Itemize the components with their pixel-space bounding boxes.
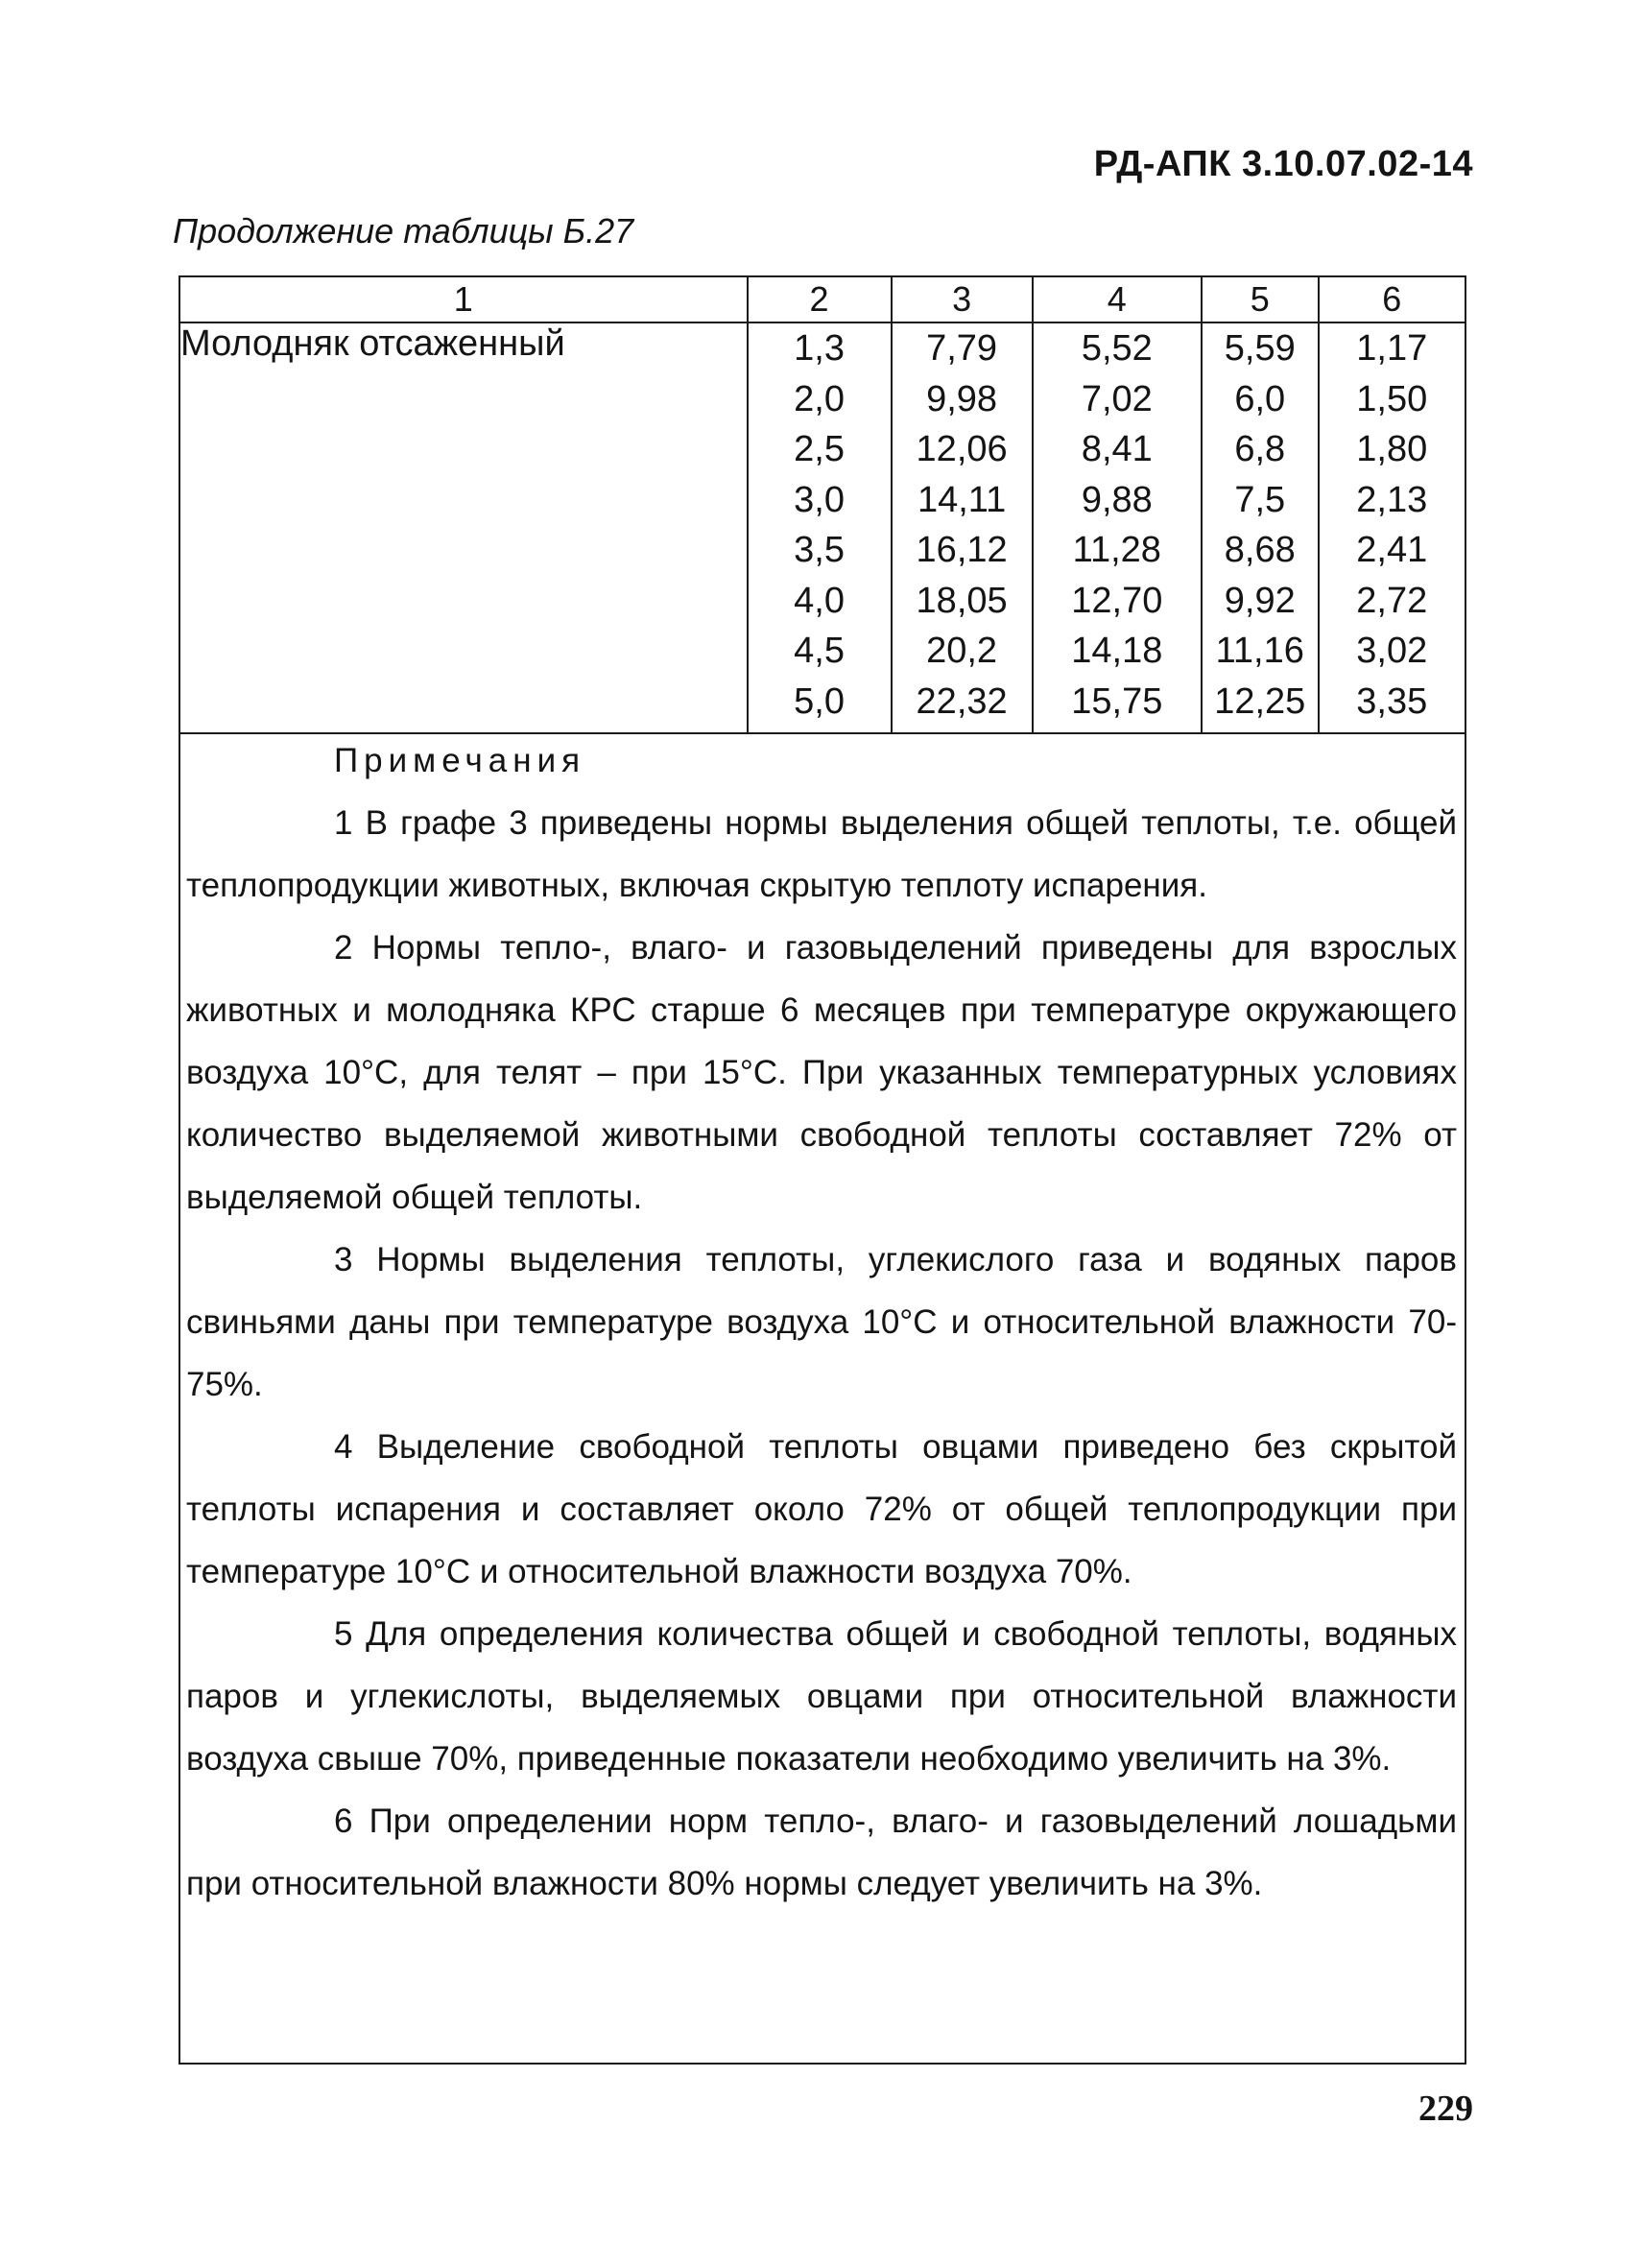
table-header-row	[179, 276, 1465, 322]
column-header: 6	[1319, 276, 1466, 322]
table-cell: 7,5	[1234, 479, 1286, 520]
table-cell: 2,13	[1356, 479, 1428, 520]
table-cell: 5,0	[794, 680, 845, 722]
page-number: 229	[1418, 2089, 1473, 2129]
row-label: Молодняк отсаженный	[179, 322, 748, 733]
table-cell: 6,8	[1234, 429, 1286, 469]
note-item: 4 Выделение свободной теплоты овцами приведено без скрытой теплоты испарения и составляет около 72% от общей теплопродукции при температуре 10°С и относительной влажности воздуха 70%.	[186, 1428, 1457, 1590]
table-cell: 4,0	[794, 580, 845, 621]
table-cell: 15,75	[1071, 680, 1163, 722]
table-cell: 12,25	[1214, 680, 1306, 722]
table-cell: 6,0	[1234, 378, 1286, 419]
note-item: 6 При определении норм тепло-, влаго- и газовыделений лошадьми при относительной влажности 80% нормы следует увеличить на 3%.	[186, 1802, 1457, 1902]
column-header: 3	[892, 276, 1033, 322]
table-cell: 7,79	[926, 328, 998, 369]
table-cell: 2,41	[1356, 530, 1428, 570]
notes-section	[186, 729, 1457, 1915]
table-cell: 3,02	[1356, 631, 1428, 671]
column-header: 5	[1202, 276, 1319, 322]
note-item: 3 Нормы выделения теплоты, углекислого газа и водяных паров свиньями даны при температуре воздуха 10°С и относительной влажности 70-75%.	[186, 1241, 1457, 1403]
table-cell: 16,12	[916, 530, 1008, 570]
table-cell: 1,17	[1356, 328, 1428, 369]
table-cell: 11,16	[1215, 631, 1304, 671]
table-cell: 2,72	[1356, 580, 1428, 621]
table-cell: 7,02	[1081, 378, 1153, 419]
table-cell: 9,92	[1224, 580, 1296, 621]
table-row	[179, 322, 1465, 733]
note-item: 2 Нормы тепло-, влаго- и газовыделений приведены для взрослых животных и молодняка КРС старше 6 месяцев при температуре окружающего воздуха 10°С, для телят – при 15°С. При указанных температурных условиях количество выделяемой животными свободной теплоты составляет 72% от выделяемой общей теплоты.	[186, 929, 1457, 1216]
table-cell: 1,80	[1356, 429, 1428, 469]
table-cell: 14,11	[917, 479, 1007, 520]
table-cell: 2,0	[794, 378, 845, 419]
table-cell: 5,59	[1224, 328, 1296, 369]
table-cell: 8,41	[1081, 429, 1153, 469]
table-caption: Продолжение таблицы Б.27	[173, 211, 634, 251]
table-cell: 1,3	[794, 328, 845, 369]
table-cell: 18,05	[916, 580, 1008, 621]
table-cell: 20,2	[926, 631, 998, 671]
notes-title: Примечания	[334, 742, 586, 779]
table-cell: 12,06	[916, 429, 1008, 469]
table-cell: 5,52	[1081, 328, 1153, 369]
table-cell: 9,88	[1081, 479, 1153, 520]
table-cell: 3,35	[1356, 680, 1428, 722]
table-cell: 3,0	[794, 479, 845, 520]
table-cell: 22,32	[916, 680, 1008, 722]
table-cell: 8,68	[1224, 530, 1296, 570]
note-item: 1 В графе 3 приведены нормы выделения общей теплоты, т.е. общей теплопродукции животных, включая скрытую теплоту испарения.	[186, 804, 1457, 904]
column-6-values	[1319, 322, 1466, 733]
table-cell: 11,28	[1072, 530, 1161, 570]
data-table	[179, 275, 1466, 734]
note-item: 5 Для определения количества общей и свободной теплоты, водяных паров и углекислоты, выделяемых овцами при относительной влажности воздуха свыше 70%, приведенные показатели необходимо увеличить на 3%.	[186, 1615, 1457, 1778]
column-2-values	[748, 322, 892, 733]
column-header: 1	[179, 276, 748, 322]
table-cell: 14,18	[1071, 631, 1163, 671]
column-3-values	[892, 322, 1033, 733]
table-cell: 3,5	[794, 530, 845, 570]
table-cell: 1,50	[1356, 378, 1428, 419]
column-header: 2	[748, 276, 892, 322]
column-header: 4	[1033, 276, 1202, 322]
document-code: РД-АПК 3.10.07.02-14	[1093, 144, 1473, 184]
table-cell: 4,5	[794, 631, 845, 671]
column-4-values	[1033, 322, 1202, 733]
table-cell: 12,70	[1071, 580, 1163, 621]
table-cell: 9,98	[926, 378, 998, 419]
table-cell: 2,5	[794, 429, 845, 469]
column-5-values	[1202, 322, 1319, 733]
